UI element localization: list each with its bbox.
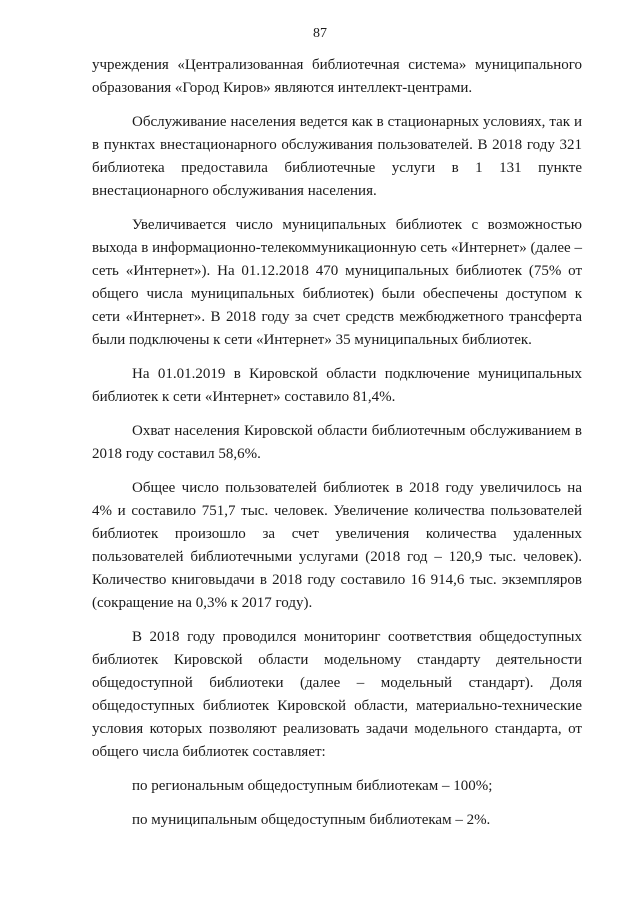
paragraph-internet-share: На 01.01.2019 в Кировской области подключение муниципальных библиотек к сети «Интернет» составило 81,4%. [92, 366, 582, 405]
paragraph-internet-access: Увеличивается число муниципальных библиотек с возможностью выхода в информационно-телекоммуникационную сеть «Интернет» (далее – сеть «Интернет»). На 01.12.2018 470 муниципальных библиотек (75% от общего числа муниципальных библиотек) были обеспечены доступом к сети «Интернет». В 2018 году за счет средств межбюджетного трансферта были подключены к сети «Интернет» 35 муниципальных библиотек. [92, 217, 582, 348]
list-item-municipal: по муниципальным общедоступным библиотекам – 2%. [132, 812, 491, 828]
paragraph-coverage: Охват населения Кировской области библиотечным обслуживанием в 2018 году составил 58,6%. [92, 423, 582, 462]
list-item-regional: по региональным общедоступным библиотекам – 100%; [132, 778, 493, 794]
paragraph-monitoring: В 2018 году проводился мониторинг соответствия общедоступных библиотек Кировской области модельному стандарту деятельности общедоступной библиотеки (далее – модельный стандарт). Доля общедоступных библиотек Кировской области, материально-технические условия которых позволяют реализовать задачи модельного стандарта, от общего числа библиотек составляет: [92, 629, 582, 760]
paragraph-continuation: учреждения «Централизованная библиотечная система» муниципального образования «Город Киров» являются интеллект-центрами. [92, 57, 582, 96]
paragraph-service: Обслуживание населения ведется как в стационарных условиях, так и в пунктах внестационарного обслуживания пользователей. В 2018 году 321 библиотека предоставила библиотечные услуги в 1 131 пункте внестационарного обслуживания населения. [92, 114, 582, 199]
page-number: 87 [313, 26, 327, 41]
paragraph-users: Общее число пользователей библиотек в 2018 году увеличилось на 4% и составило 751,7 тыс. человек. Увеличение количества пользователей библиотек произошло за счет увеличения количества удаленных пользователей библиотечными услугами (2018 год – 120,9 тыс. человек). Количество книговыдачи в 2018 году составило 16 914,6 тыс. экземпляров (сокращение на 0,3% к 2017 году). [92, 480, 582, 611]
page-body [92, 54, 582, 843]
